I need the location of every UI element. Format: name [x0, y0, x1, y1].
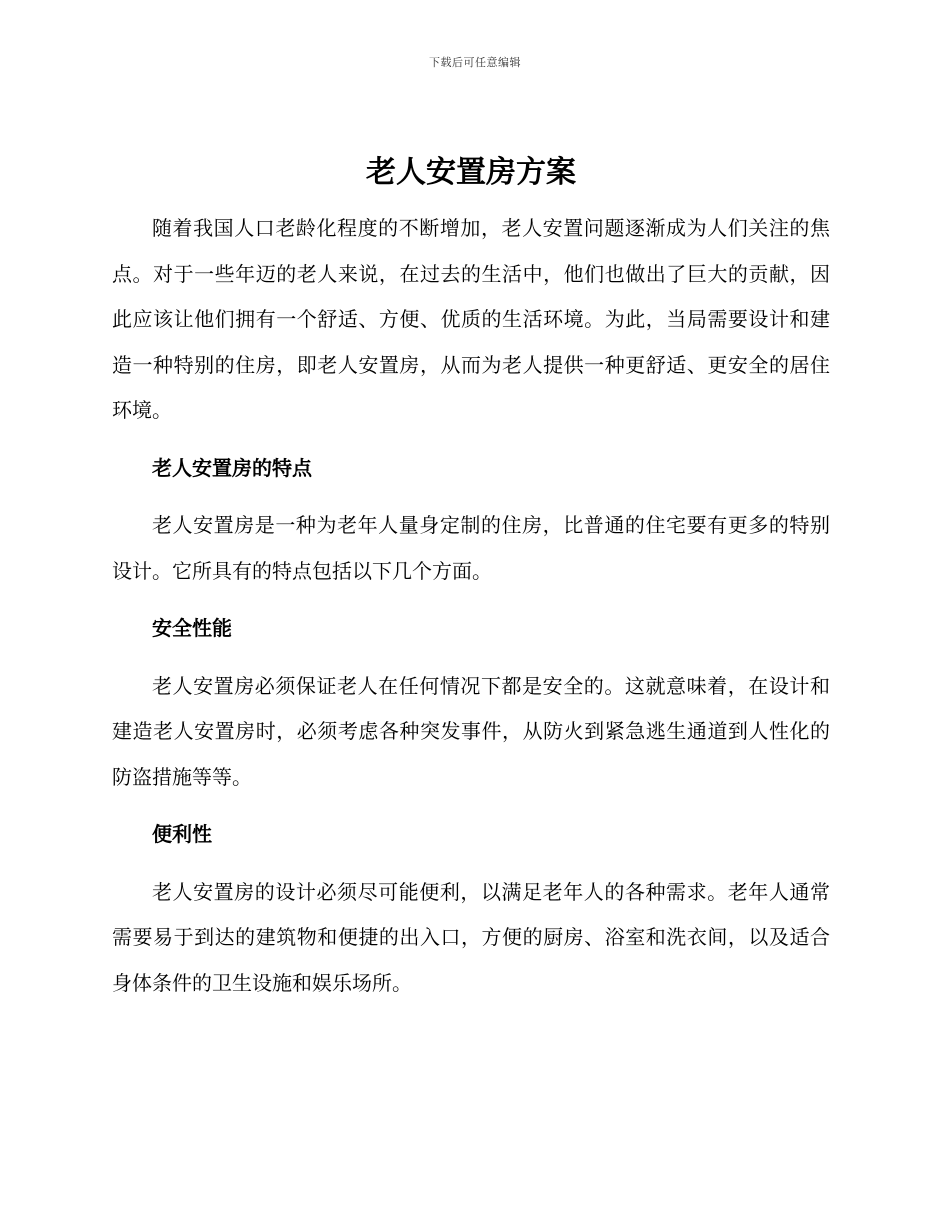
section-body-features: 老人安置房是一种为老年人量身定制的住房，比普通的住宅要有更多的特别设计。它所具有的特点包括以下几个方面。 — [112, 513, 830, 583]
header-note: 下载后可任意编辑 — [429, 56, 521, 69]
intro-paragraph: 随着我国人口老龄化程度的不断增加，老人安置问题逐渐成为人们关注的焦点。对于一些年迈的老人来说，在过去的生活中，他们也做出了巨大的贡献，因此应该让他们拥有一个舒适、方便、优质的生活环境。为此，当局需要设计和建造一种特别的住房，即老人安置房，从而为老人提供一种更舒适、更安全的居住环境。 — [112, 216, 830, 422]
section-heading-convenience: 便利性 — [152, 822, 212, 846]
section-body-convenience: 老人安置房的设计必须尽可能便利，以满足老年人的各种需求。老年人通常需要易于到达的建筑物和便捷的出入口，方便的厨房、浴室和洗衣间，以及适合身体条件的卫生设施和娱乐场所。 — [112, 879, 830, 995]
section-heading-features: 老人安置房的特点 — [152, 455, 312, 480]
section-heading-safety: 安全性能 — [152, 616, 232, 640]
document-body — [112, 150, 830, 1006]
document-title: 老人安置房方案 — [366, 155, 576, 190]
section-body-safety: 老人安置房必须保证老人在任何情况下都是安全的。这就意味着，在设计和建造老人安置房时，必须考虑各种突发事件，从防火到紧急逃生通道到人性化的防盗措施等等。 — [112, 673, 830, 789]
